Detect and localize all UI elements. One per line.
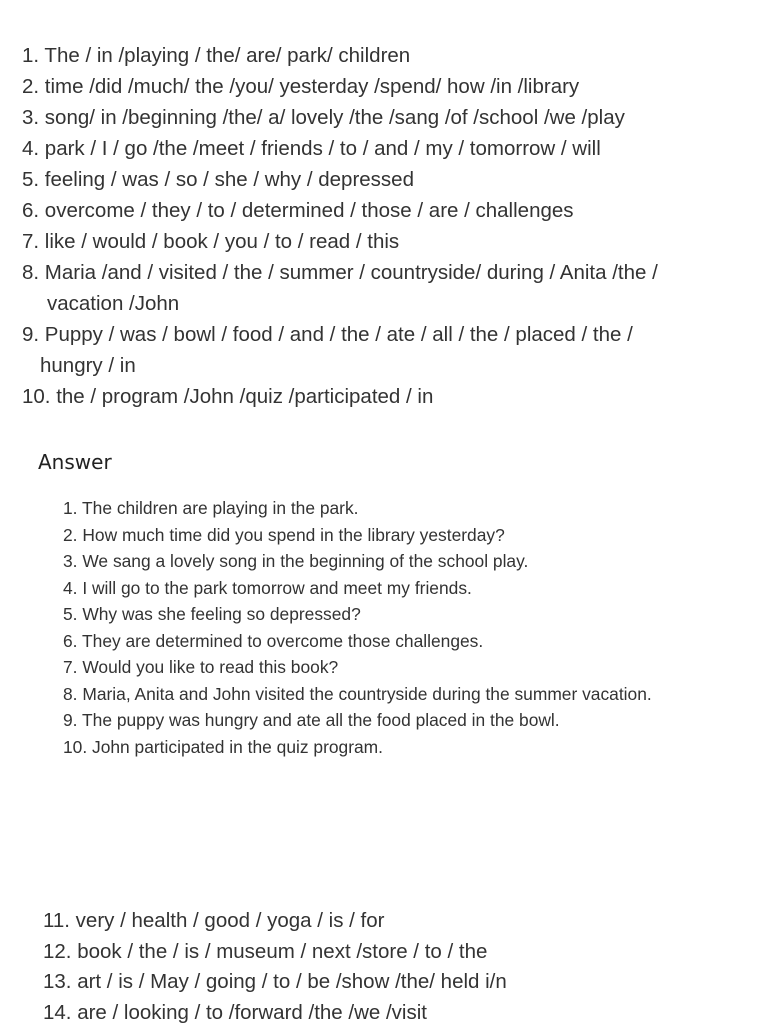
answer-item-7: 7. Would you like to read this book? bbox=[63, 654, 743, 681]
jumbled-sentence-text: 9. Puppy / was / bowl / food / and / the / ate / all / the / placed / the / bbox=[22, 323, 633, 346]
jumbled-sentence-11: 11. very / health / good / yoga / is / for bbox=[43, 906, 743, 937]
jumbled-sentence-list bbox=[22, 40, 742, 412]
jumbled-sentence-7 bbox=[22, 226, 742, 257]
jumbled-sentence-1 bbox=[22, 40, 742, 71]
jumbled-sentence-13: 13. art / is / May / going / to / be /show /the/ held i/n bbox=[43, 967, 743, 998]
jumbled-sentence-text: 8. Maria /and / visited / the / summer / countryside/ during / Anita /the / bbox=[22, 261, 658, 284]
jumbled-sentence-continuation: hungry / in bbox=[22, 350, 742, 381]
jumbled-sentence-text: 4. park / I / go /the /meet / friends / to / and / my / tomorrow / will bbox=[22, 137, 601, 160]
jumbled-sentence-12: 12. book / the / is / museum / next /store / to / the bbox=[43, 937, 743, 968]
answer-item-5: 5. Why was she feeling so depressed? bbox=[63, 601, 743, 628]
jumbled-sentence-10 bbox=[22, 381, 742, 412]
answer-heading: Answer bbox=[38, 448, 112, 476]
jumbled-sentence-text: 3. song/ in /beginning /the/ a/ lovely /the /sang /of /school /we /play bbox=[22, 106, 625, 129]
jumbled-sentence-9 bbox=[22, 319, 742, 381]
jumbled-sentence-8 bbox=[22, 257, 742, 319]
answer-item-10: 10. John participated in the quiz program. bbox=[63, 734, 743, 761]
jumbled-sentence-text: 2. time /did /much/ the /you/ yesterday /spend/ how /in /library bbox=[22, 75, 579, 98]
jumbled-sentence-3 bbox=[22, 102, 742, 133]
jumbled-sentence-text: 1. The / in /playing / the/ are/ park/ children bbox=[22, 44, 410, 67]
jumbled-sentence-4 bbox=[22, 133, 742, 164]
answer-item-2: 2. How much time did you spend in the library yesterday? bbox=[63, 522, 743, 549]
jumbled-sentence-6 bbox=[22, 195, 742, 226]
jumbled-sentence-2 bbox=[22, 71, 742, 102]
answer-item-6: 6. They are determined to overcome those challenges. bbox=[63, 628, 743, 655]
jumbled-sentence-text: 5. feeling / was / so / she / why / depressed bbox=[22, 168, 414, 191]
answer-item-1: 1. The children are playing in the park. bbox=[63, 495, 743, 522]
answer-item-4: 4. I will go to the park tomorrow and meet my friends. bbox=[63, 575, 743, 602]
jumbled-sentence-text: 10. the / program /John /quiz /participated / in bbox=[22, 385, 433, 408]
answer-list bbox=[63, 495, 743, 760]
answer-item-9: 9. The puppy was hungry and ate all the food placed in the bowl. bbox=[63, 707, 743, 734]
answer-item-8: 8. Maria, Anita and John visited the countryside during the summer vacation. bbox=[63, 681, 743, 708]
jumbled-sentence-continuation: vacation /John bbox=[22, 288, 742, 319]
jumbled-sentence-list-2 bbox=[43, 906, 743, 1028]
jumbled-sentence-14: 14. are / looking / to /forward /the /we /visit bbox=[43, 998, 743, 1028]
answer-item-3: 3. We sang a lovely song in the beginning of the school play. bbox=[63, 548, 743, 575]
jumbled-sentence-5 bbox=[22, 164, 742, 195]
jumbled-sentence-text: 7. like / would / book / you / to / read / this bbox=[22, 230, 399, 253]
jumbled-sentence-text: 6. overcome / they / to / determined / those / are / challenges bbox=[22, 199, 574, 222]
